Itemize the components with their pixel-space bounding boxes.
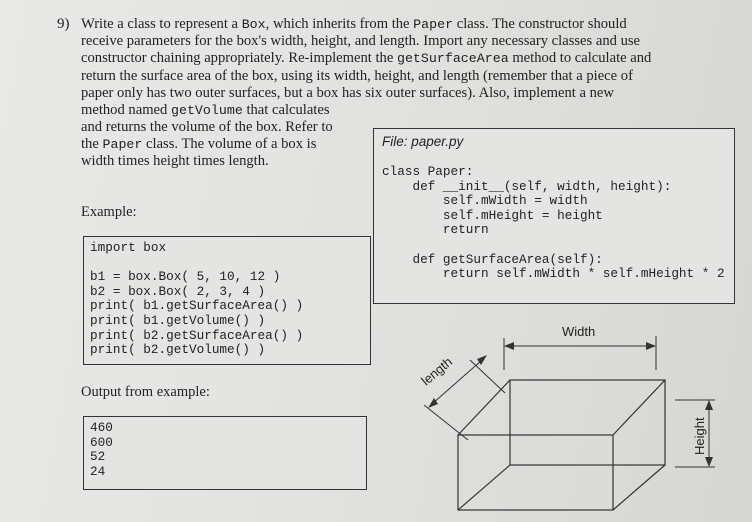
text-run: Write a class to represent a [81, 16, 242, 32]
text-run: method named [81, 102, 171, 119]
question-line-4: return the surface area of the box, using its width, height, and length (remember that a piece of [81, 67, 633, 84]
extension-line [424, 405, 468, 440]
width-dimension [504, 336, 656, 370]
inline-code: Box [241, 17, 266, 32]
front-face [458, 435, 613, 510]
text-run: method to calculate and [508, 50, 652, 67]
text-run: that calculates [242, 102, 330, 119]
edge [613, 465, 665, 510]
box-wireframe [458, 380, 665, 510]
edge [613, 380, 665, 435]
length-label: length [418, 354, 456, 389]
arrowhead-icon [646, 342, 656, 350]
example-label: Example: [81, 204, 137, 220]
inline-code: Paper [413, 17, 454, 32]
arrowhead-icon [705, 400, 713, 410]
output-label: Output from example: [81, 384, 210, 400]
inline-code: getSurfaceArea [396, 51, 509, 67]
question-number: 9) [57, 16, 70, 32]
text-run: , which inherits from the [265, 16, 414, 32]
text-run: class. The volume of a box is [142, 136, 317, 153]
question-line-7: and returns the volume of the box. Refer to [81, 119, 333, 135]
arrowhead-icon [504, 342, 514, 350]
back-face [510, 380, 665, 465]
question-line-5: paper only has two outer surfaces, but a box has six outer surfaces). Also, implement a new [81, 84, 614, 101]
inline-code: getVolume [170, 103, 243, 119]
arrowhead-icon [705, 457, 713, 467]
output-text: 460 600 52 24 [90, 420, 113, 479]
text-run: the [81, 136, 103, 153]
inline-code: Paper [102, 137, 143, 153]
question-line-9: width times height times length. [81, 153, 269, 170]
question-line-2: receive parameters for the box's width, height, and length. Import any necessary classes and use [81, 33, 641, 50]
edge [458, 380, 510, 435]
width-label: Width [562, 324, 596, 339]
edge [458, 465, 510, 510]
text-run: constructor chaining appropriately. Re-implement the [81, 50, 397, 67]
file-code: class Paper: def __init__(self, width, height): self.mWidth = width self.mHeight = height return def getSurfaceArea(self): return self.mWidth * self.mHeight * 2 [382, 164, 725, 282]
file-title: File: paper.py [382, 134, 464, 149]
example-code: import box b1 = box.Box( 5, 10, 12 ) b2 = box.Box( 2, 3, 4 ) print( b1.getSurfaceArea() ) print( b1.getVolume() ) print( b2.getSurfaceArea() ) print( b2.getVolume() ) [90, 240, 304, 358]
extension-line [470, 360, 505, 393]
text-run: class. The constructor should [453, 16, 627, 32]
height-label: Height [692, 417, 707, 455]
